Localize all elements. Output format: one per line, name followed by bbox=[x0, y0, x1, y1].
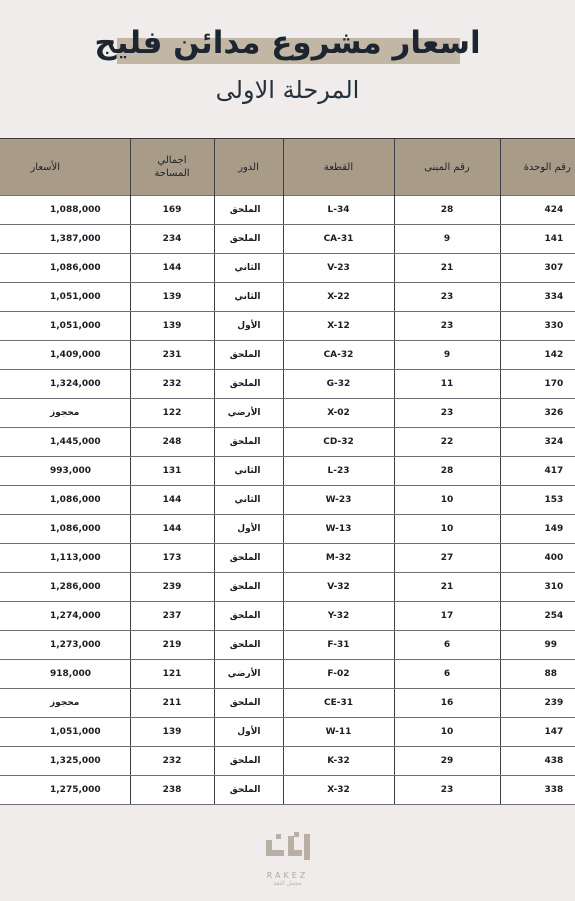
table-row bbox=[0, 341, 575, 370]
cell-area: 144 bbox=[130, 486, 214, 515]
cell-unit: 438 bbox=[500, 747, 575, 776]
table-row bbox=[0, 370, 575, 399]
cell-unit: 88 bbox=[500, 660, 575, 689]
cell-price: 1,273,000 bbox=[0, 631, 130, 660]
cell-plot: W-23 bbox=[283, 486, 394, 515]
cell-building: 21 bbox=[394, 254, 500, 283]
cell-plot: L-34 bbox=[283, 196, 394, 225]
cell-unit: 239 bbox=[500, 689, 575, 718]
table-header-row bbox=[0, 139, 575, 196]
cell-building: 21 bbox=[394, 573, 500, 602]
logo-text-en: RAKEZ bbox=[266, 871, 309, 880]
cell-price: 1,409,000 bbox=[0, 341, 130, 370]
cell-price: 1,387,000 bbox=[0, 225, 130, 254]
cell-area: 121 bbox=[130, 660, 214, 689]
cell-area: 144 bbox=[130, 254, 214, 283]
cell-floor: الأول bbox=[214, 312, 283, 341]
cell-area: 173 bbox=[130, 544, 214, 573]
cell-unit: 424 bbox=[500, 196, 575, 225]
cell-floor: الملحق bbox=[214, 341, 283, 370]
cell-building: 23 bbox=[394, 283, 500, 312]
table-row bbox=[0, 428, 575, 457]
cell-plot: K-32 bbox=[283, 747, 394, 776]
table-row bbox=[0, 776, 575, 805]
table-row bbox=[0, 283, 575, 312]
cell-plot: V-32 bbox=[283, 573, 394, 602]
cell-plot: L-23 bbox=[283, 457, 394, 486]
cell-plot: V-23 bbox=[283, 254, 394, 283]
cell-floor: الأول bbox=[214, 718, 283, 747]
logo-text-ar: مجمل الثقة bbox=[273, 880, 302, 887]
cell-unit: 141 bbox=[500, 225, 575, 254]
cell-floor: الملحق bbox=[214, 225, 283, 254]
col-header-area: اجمالي المساحة bbox=[130, 139, 214, 196]
cell-building: 9 bbox=[394, 225, 500, 254]
cell-unit: 338 bbox=[500, 776, 575, 805]
cell-building: 17 bbox=[394, 602, 500, 631]
cell-area: 211 bbox=[130, 689, 214, 718]
table-row bbox=[0, 631, 575, 660]
cell-building: 29 bbox=[394, 747, 500, 776]
cell-area: 131 bbox=[130, 457, 214, 486]
cell-area: 248 bbox=[130, 428, 214, 457]
cell-floor: الملحق bbox=[214, 747, 283, 776]
cell-plot: X-02 bbox=[283, 399, 394, 428]
cell-floor: الملحق bbox=[214, 602, 283, 631]
cell-price: 1,086,000 bbox=[0, 254, 130, 283]
cell-unit: 324 bbox=[500, 428, 575, 457]
table-row bbox=[0, 747, 575, 776]
cell-floor: الملحق bbox=[214, 776, 283, 805]
cell-plot: F-31 bbox=[283, 631, 394, 660]
table-row bbox=[0, 312, 575, 341]
col-header-unit: رقم الوحدة bbox=[500, 139, 575, 196]
logo bbox=[0, 832, 575, 887]
cell-unit: 310 bbox=[500, 573, 575, 602]
cell-area: 237 bbox=[130, 602, 214, 631]
cell-area: 219 bbox=[130, 631, 214, 660]
cell-plot: F-02 bbox=[283, 660, 394, 689]
cell-area: 231 bbox=[130, 341, 214, 370]
cell-floor: الملحق bbox=[214, 196, 283, 225]
cell-price: محجوز bbox=[0, 689, 130, 718]
table-row bbox=[0, 544, 575, 573]
cell-building: 10 bbox=[394, 515, 500, 544]
cell-floor: الأول bbox=[214, 515, 283, 544]
cell-floor: الملحق bbox=[214, 544, 283, 573]
cell-area: 239 bbox=[130, 573, 214, 602]
cell-area: 238 bbox=[130, 776, 214, 805]
cell-building: 28 bbox=[394, 196, 500, 225]
cell-area: 234 bbox=[130, 225, 214, 254]
cell-area: 122 bbox=[130, 399, 214, 428]
table-row bbox=[0, 660, 575, 689]
cell-price: 1,051,000 bbox=[0, 283, 130, 312]
cell-price: 1,325,000 bbox=[0, 747, 130, 776]
col-header-floor: الدور bbox=[214, 139, 283, 196]
cell-unit: 142 bbox=[500, 341, 575, 370]
title-area bbox=[0, 18, 575, 68]
price-table bbox=[0, 138, 575, 805]
table-row bbox=[0, 718, 575, 747]
cell-price: 1,275,000 bbox=[0, 776, 130, 805]
cell-plot: X-22 bbox=[283, 283, 394, 312]
cell-unit: 153 bbox=[500, 486, 575, 515]
cell-area: 232 bbox=[130, 370, 214, 399]
cell-unit: 147 bbox=[500, 718, 575, 747]
cell-building: 11 bbox=[394, 370, 500, 399]
cell-unit: 149 bbox=[500, 515, 575, 544]
cell-building: 22 bbox=[394, 428, 500, 457]
cell-plot: CA-31 bbox=[283, 225, 394, 254]
col-header-plot: القطعة bbox=[283, 139, 394, 196]
cell-floor: الملحق bbox=[214, 631, 283, 660]
cell-floor: الثاني bbox=[214, 457, 283, 486]
table-row bbox=[0, 225, 575, 254]
cell-floor: الملحق bbox=[214, 428, 283, 457]
cell-unit: 254 bbox=[500, 602, 575, 631]
cell-floor: الأرضي bbox=[214, 399, 283, 428]
cell-price: 1,274,000 bbox=[0, 602, 130, 631]
cell-area: 169 bbox=[130, 196, 214, 225]
cell-plot: Y-32 bbox=[283, 602, 394, 631]
cell-price: 1,445,000 bbox=[0, 428, 130, 457]
cell-price: 1,086,000 bbox=[0, 515, 130, 544]
cell-floor: الثاني bbox=[214, 486, 283, 515]
cell-building: 9 bbox=[394, 341, 500, 370]
table-row bbox=[0, 399, 575, 428]
cell-building: 10 bbox=[394, 486, 500, 515]
table-row bbox=[0, 689, 575, 718]
cell-building: 23 bbox=[394, 399, 500, 428]
table-row bbox=[0, 515, 575, 544]
cell-plot: CE-31 bbox=[283, 689, 394, 718]
cell-unit: 330 bbox=[500, 312, 575, 341]
cell-area: 232 bbox=[130, 747, 214, 776]
cell-area: 139 bbox=[130, 718, 214, 747]
cell-building: 16 bbox=[394, 689, 500, 718]
cell-price: 918,000 bbox=[0, 660, 130, 689]
cell-price: 1,086,000 bbox=[0, 486, 130, 515]
cell-plot: W-11 bbox=[283, 718, 394, 747]
cell-building: 10 bbox=[394, 718, 500, 747]
cell-area: 139 bbox=[130, 312, 214, 341]
cell-building: 23 bbox=[394, 312, 500, 341]
table-row bbox=[0, 457, 575, 486]
cell-price: 1,113,000 bbox=[0, 544, 130, 573]
table-row bbox=[0, 602, 575, 631]
cell-building: 6 bbox=[394, 631, 500, 660]
cell-plot: CD-32 bbox=[283, 428, 394, 457]
cell-plot: W-13 bbox=[283, 515, 394, 544]
cell-price: محجوز bbox=[0, 399, 130, 428]
cell-floor: الملحق bbox=[214, 370, 283, 399]
cell-unit: 400 bbox=[500, 544, 575, 573]
cell-building: 23 bbox=[394, 776, 500, 805]
cell-floor: الثاني bbox=[214, 254, 283, 283]
cell-unit: 99 bbox=[500, 631, 575, 660]
cell-area: 144 bbox=[130, 515, 214, 544]
cell-floor: الملحق bbox=[214, 689, 283, 718]
cell-building: 6 bbox=[394, 660, 500, 689]
cell-price: 1,088,000 bbox=[0, 196, 130, 225]
cell-plot: CA-32 bbox=[283, 341, 394, 370]
table-row bbox=[0, 573, 575, 602]
table-row bbox=[0, 254, 575, 283]
cell-unit: 307 bbox=[500, 254, 575, 283]
cell-building: 27 bbox=[394, 544, 500, 573]
cell-floor: الأرضي bbox=[214, 660, 283, 689]
cell-unit: 326 bbox=[500, 399, 575, 428]
cell-floor: الملحق bbox=[214, 573, 283, 602]
cell-price: 993,000 bbox=[0, 457, 130, 486]
cell-plot: X-12 bbox=[283, 312, 394, 341]
cell-floor: الثاني bbox=[214, 283, 283, 312]
col-header-price: الأسعار bbox=[0, 139, 130, 196]
cell-plot: G-32 bbox=[283, 370, 394, 399]
page-title: اسعار مشروع مدائن فليج bbox=[94, 25, 481, 61]
cell-unit: 170 bbox=[500, 370, 575, 399]
table-row bbox=[0, 486, 575, 515]
cell-price: 1,286,000 bbox=[0, 573, 130, 602]
table-row bbox=[0, 196, 575, 225]
cell-area: 139 bbox=[130, 283, 214, 312]
cell-price: 1,324,000 bbox=[0, 370, 130, 399]
cell-building: 28 bbox=[394, 457, 500, 486]
col-header-building: رقم المبنى bbox=[394, 139, 500, 196]
cell-unit: 334 bbox=[500, 283, 575, 312]
cell-plot: M-32 bbox=[283, 544, 394, 573]
cell-plot: X-32 bbox=[283, 776, 394, 805]
rakez-logo-icon bbox=[258, 832, 318, 866]
cell-price: 1,051,000 bbox=[0, 312, 130, 341]
cell-price: 1,051,000 bbox=[0, 718, 130, 747]
cell-unit: 417 bbox=[500, 457, 575, 486]
page-subtitle: المرحلة الاولى bbox=[215, 76, 360, 104]
